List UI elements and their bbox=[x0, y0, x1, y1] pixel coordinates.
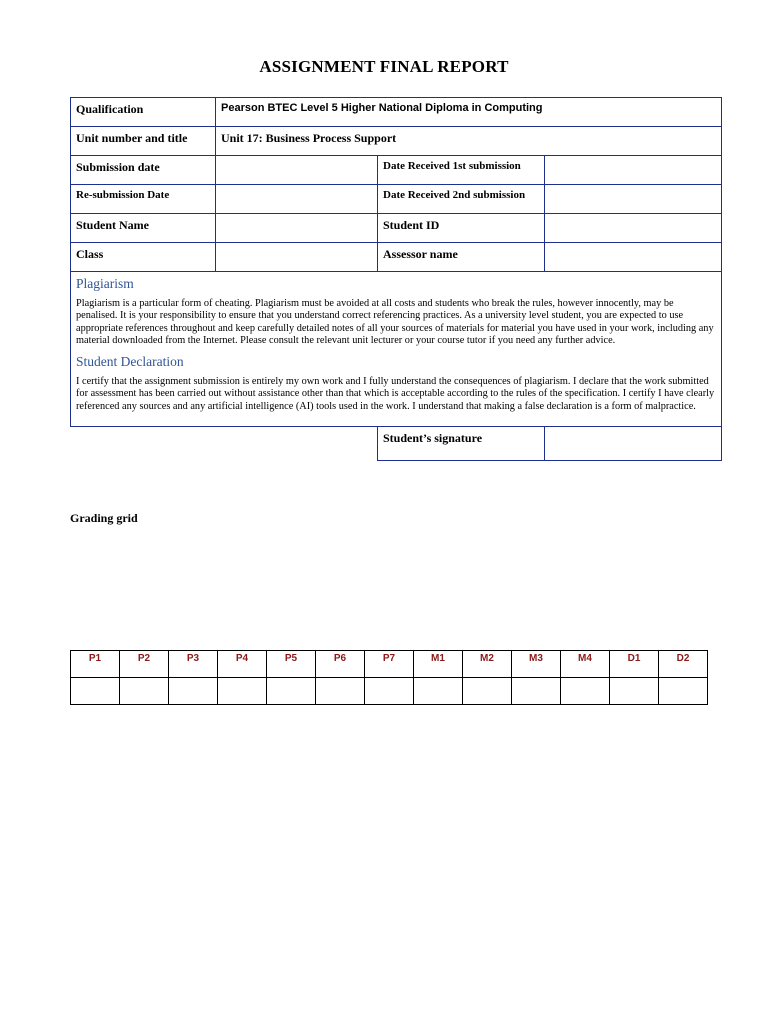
mark-cell-m2[interactable] bbox=[463, 678, 512, 705]
plagiarism-text: Plagiarism is a particular form of cheating. Plagiarism must be avoided at all costs and students who break the rules, however innocently, may be penalised. It is your responsibility to ensure that you understand correct referencing practices. As a university level student, you are expected to use appropriate references throughout and keep carefully detailed notes of all your sources of materials for material you have used in your work, including any material downloaded from the Internet. Please consult the relevant unit lecturer or your course tutor if you need any further advice. bbox=[76, 298, 714, 346]
criterion-m3: M3 bbox=[512, 651, 561, 678]
student-name-field[interactable] bbox=[216, 214, 378, 243]
signature-field[interactable] bbox=[545, 427, 722, 461]
date-received-1-field[interactable] bbox=[545, 156, 722, 185]
student-id-label: Student ID bbox=[378, 214, 545, 243]
mark-cell-p2[interactable] bbox=[120, 678, 169, 705]
qualification-value[interactable]: Pearson BTEC Level 5 Higher National Diploma in Computing bbox=[216, 98, 722, 127]
mark-cell-p3[interactable] bbox=[169, 678, 218, 705]
criterion-p5: P5 bbox=[267, 651, 316, 678]
date-received-2-label: Date Received 2nd submission bbox=[378, 185, 545, 214]
criterion-m2: M2 bbox=[463, 651, 512, 678]
unit-row bbox=[71, 127, 722, 156]
class-field[interactable] bbox=[216, 243, 378, 272]
signature-spacer bbox=[71, 427, 378, 461]
mark-cell-d1[interactable] bbox=[610, 678, 659, 705]
criterion-d1: D1 bbox=[610, 651, 659, 678]
unit-label: Unit number and title bbox=[71, 127, 216, 156]
mark-cell-p6[interactable] bbox=[316, 678, 365, 705]
criterion-m4: M4 bbox=[561, 651, 610, 678]
criterion-m1: M1 bbox=[414, 651, 463, 678]
criterion-p7: P7 bbox=[365, 651, 414, 678]
assessor-label: Assessor name bbox=[378, 243, 545, 272]
grading-marks-row bbox=[71, 678, 708, 705]
signature-row bbox=[71, 427, 722, 461]
notice-row bbox=[71, 272, 722, 427]
mark-cell-p7[interactable] bbox=[365, 678, 414, 705]
criterion-p4: P4 bbox=[218, 651, 267, 678]
mark-cell-p4[interactable] bbox=[218, 678, 267, 705]
submission-date-field[interactable] bbox=[216, 156, 378, 185]
page-title: ASSIGNMENT FINAL REPORT bbox=[259, 57, 509, 76]
criterion-d2: D2 bbox=[659, 651, 708, 678]
resubmission-date-label: Re-submission Date bbox=[71, 185, 216, 214]
unit-value[interactable]: Unit 17: Business Process Support bbox=[216, 127, 722, 156]
criterion-p3: P3 bbox=[169, 651, 218, 678]
submission-row bbox=[71, 156, 722, 185]
mark-cell-d2[interactable] bbox=[659, 678, 708, 705]
assessor-field[interactable] bbox=[545, 243, 722, 272]
mark-cell-p5[interactable] bbox=[267, 678, 316, 705]
resubmission-row bbox=[71, 185, 722, 214]
mark-cell-p1[interactable] bbox=[71, 678, 120, 705]
mark-cell-m4[interactable] bbox=[561, 678, 610, 705]
criterion-p6: P6 bbox=[316, 651, 365, 678]
student-row bbox=[71, 214, 722, 243]
resubmission-date-field[interactable] bbox=[216, 185, 378, 214]
class-label: Class bbox=[71, 243, 216, 272]
criterion-p2: P2 bbox=[120, 651, 169, 678]
date-received-1-label: Date Received 1st submission bbox=[378, 156, 545, 185]
plagiarism-heading: Plagiarism bbox=[76, 276, 134, 291]
mark-cell-m3[interactable] bbox=[512, 678, 561, 705]
criterion-p1: P1 bbox=[71, 651, 120, 678]
date-received-2-field[interactable] bbox=[545, 185, 722, 214]
class-row bbox=[71, 243, 722, 272]
qualification-row bbox=[71, 98, 722, 127]
student-name-label: Student Name bbox=[71, 214, 216, 243]
assignment-info-table bbox=[70, 97, 722, 461]
signature-label: Student’s signature bbox=[378, 427, 545, 461]
submission-date-label: Submission date bbox=[71, 156, 216, 185]
mark-cell-m1[interactable] bbox=[414, 678, 463, 705]
declaration-text: I certify that the assignment submission is entirely my own work and I fully understand the consequences of plagiarism. I declare that the work submitted for assessment has been carried out without assistance other than that which is acceptable according to the rules of the specification. I certify I have clearly referenced any sources and any artificial intelligence (AI) tools used in the work. I understand that making a false declaration is a form of malpractice. bbox=[76, 376, 715, 412]
grading-criteria-row bbox=[71, 651, 708, 678]
grading-grid bbox=[70, 650, 708, 705]
grading-grid-title: Grading grid bbox=[70, 511, 138, 525]
declaration-heading: Student Declaration bbox=[76, 354, 184, 370]
student-id-field[interactable] bbox=[545, 214, 722, 243]
notice-cell bbox=[71, 272, 722, 427]
qualification-label: Qualification bbox=[71, 98, 216, 127]
